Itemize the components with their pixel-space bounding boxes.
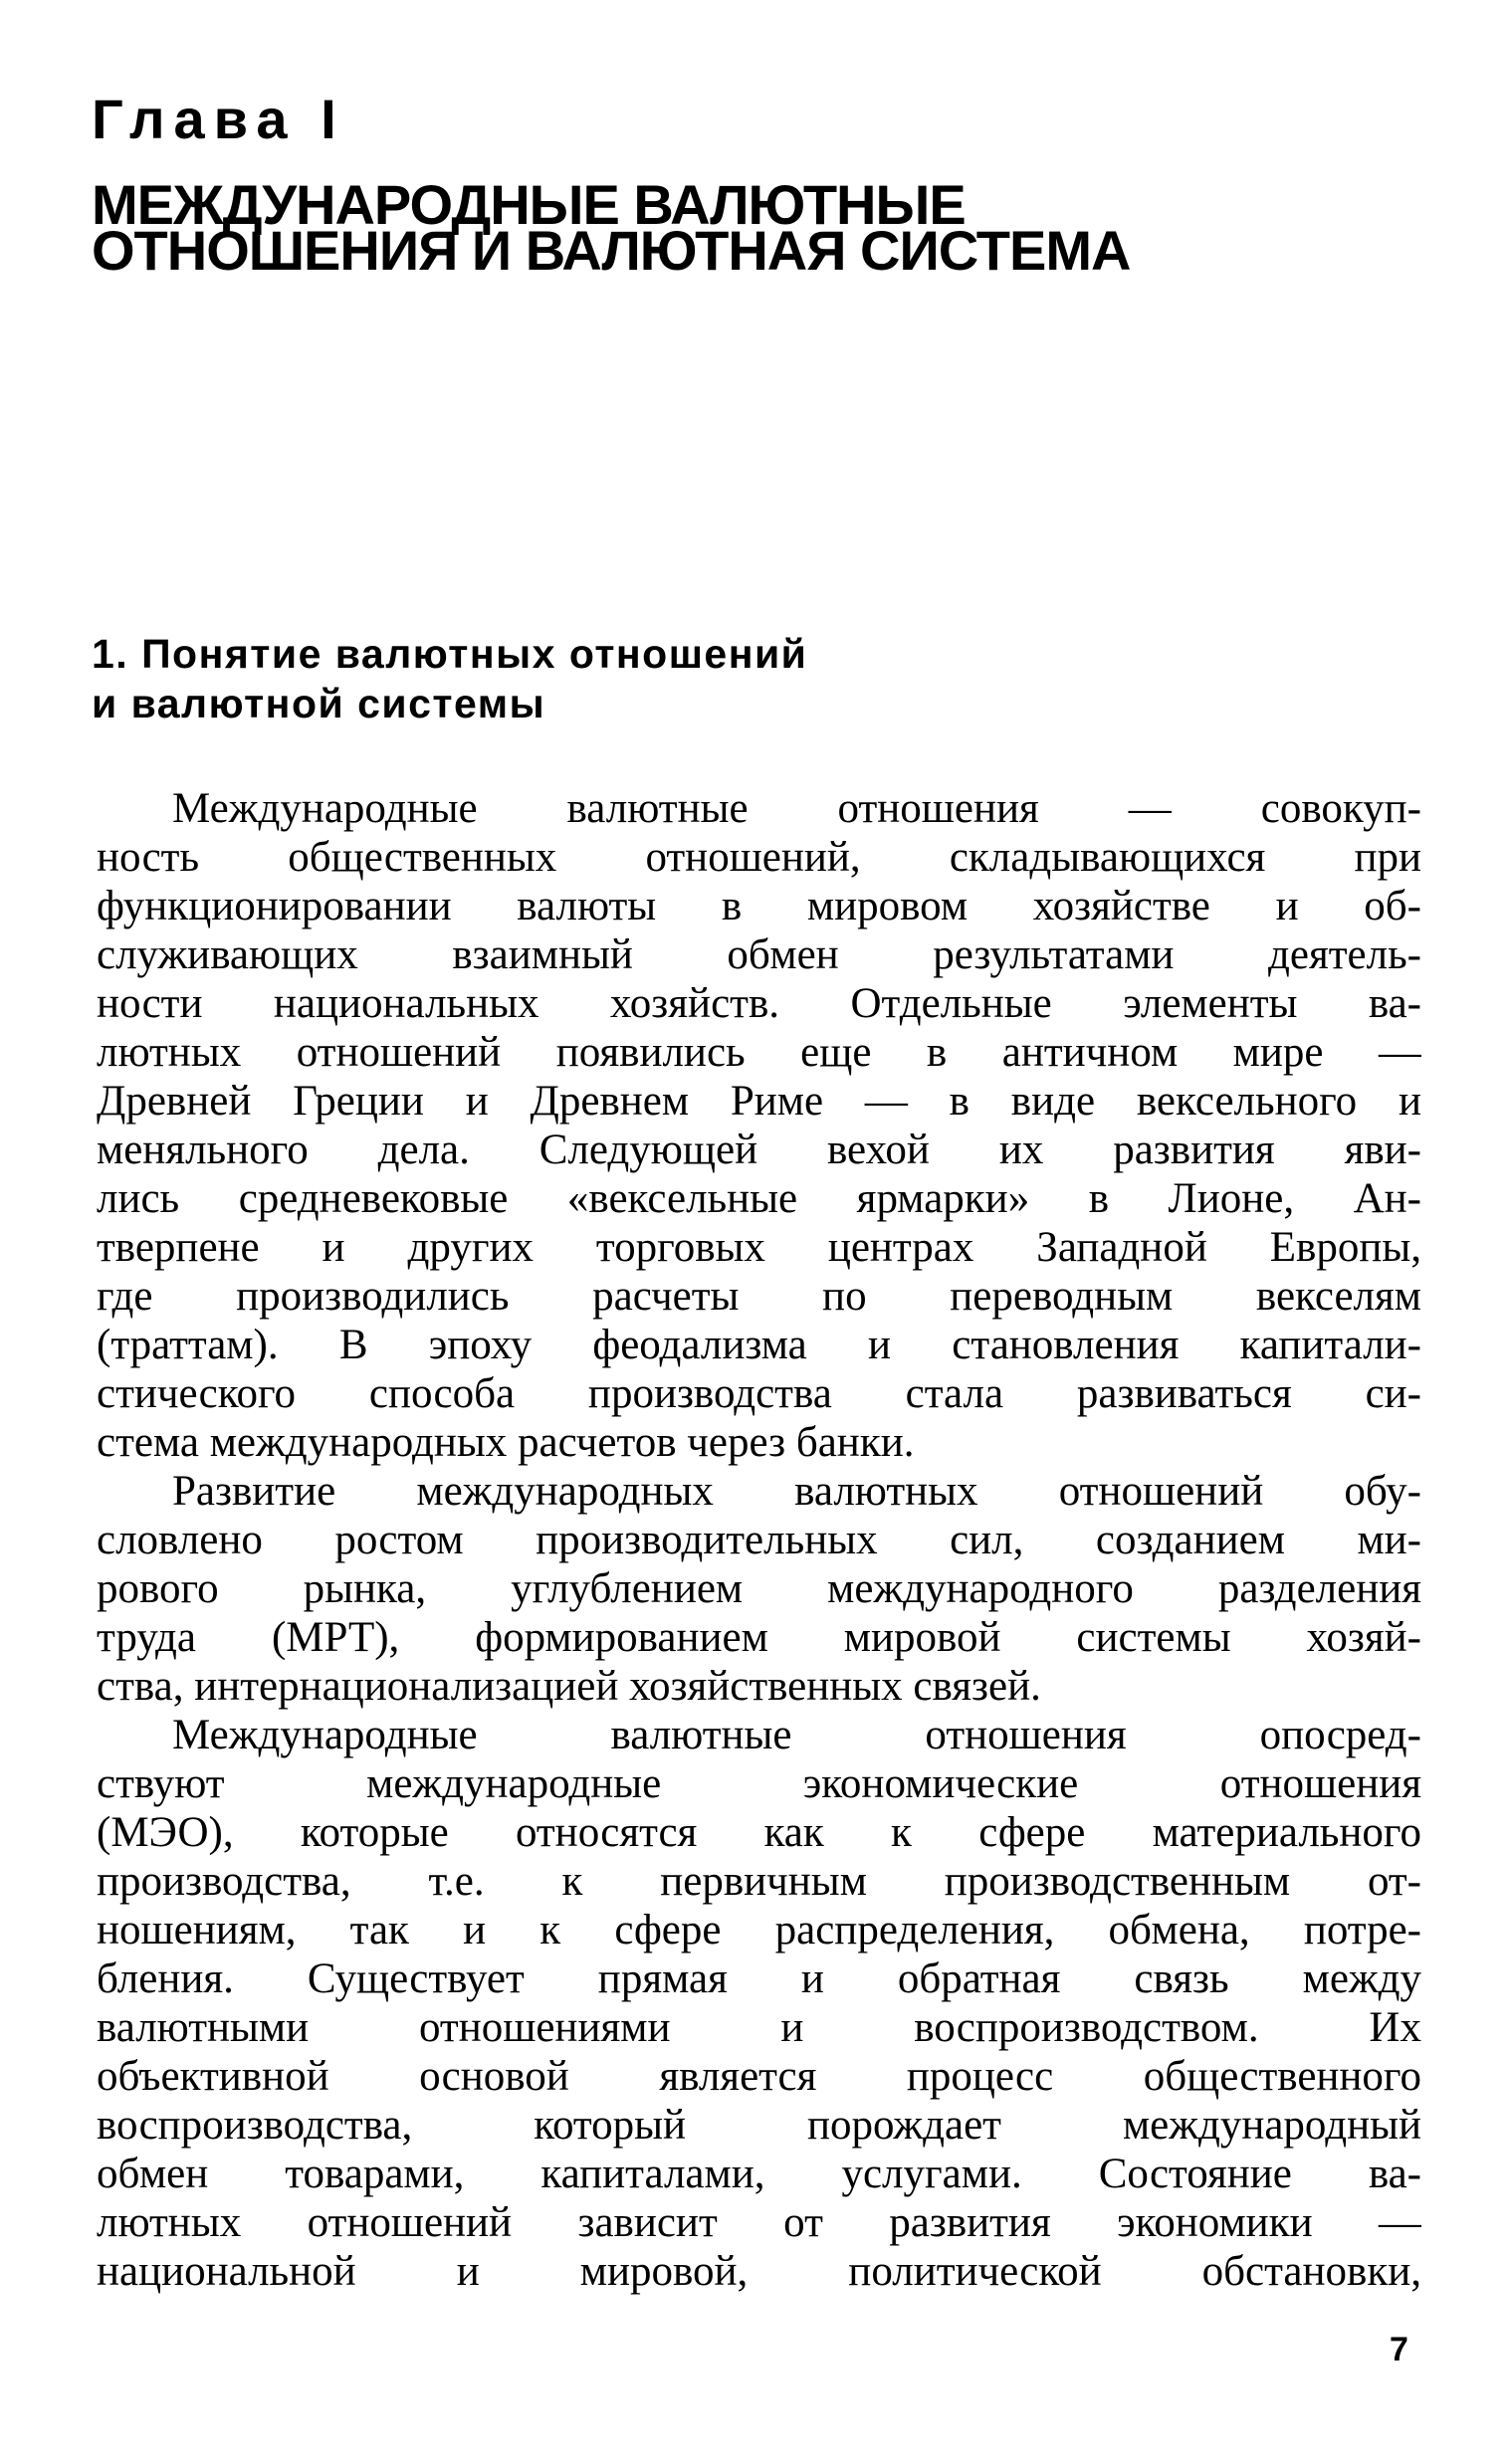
chapter-title-line: ОТНОШЕНИЯ И ВАЛЮТНАЯ СИСТЕМА (92, 219, 1131, 282)
text-line: ства, интернационализацией хозяйственных связей. (97, 1663, 1041, 1710)
text-line: стического способа производства стала развиваться си- (97, 1370, 1421, 1417)
text-line: ствуют международные экономические отношения (97, 1760, 1421, 1807)
chapter-label: Глава I (92, 88, 345, 150)
section-heading (92, 629, 1286, 728)
text-line: тверпене и других торговых центрах Западной Европы, (97, 1224, 1421, 1271)
text-line: национальной и мировой, политической обстановки, (97, 2248, 1421, 2295)
text-line: воспроизводства, который порождает международный (97, 2102, 1421, 2149)
text-line: ношениям, так и к сфере распределения, обмена, потре- (97, 1907, 1421, 1953)
text-line: лись средневековые «вексельные ярмарки» в Лионе, Ан- (97, 1175, 1421, 1222)
body-text (97, 784, 1421, 2296)
section-heading-line: и валютной системы (92, 681, 546, 726)
text-line: ность общественных отношений, складывающихся при (97, 834, 1421, 881)
text-line: обмен товарами, капиталами, услугами. Состояние ва- (97, 2151, 1421, 2197)
text-line: где производились расчеты по переводным векселям (97, 1273, 1421, 1320)
text-line: словлено ростом производительных сил, созданием ми- (97, 1517, 1421, 1563)
text-line: меняльного дела. Следующей вехой их развития яви- (97, 1127, 1421, 1173)
text-line: Международные валютные отношения опосред- (172, 1712, 1421, 1758)
text-line: труда (МРТ), формированием мировой системы хозяй- (97, 1614, 1421, 1661)
page-number: 7 (1390, 2331, 1408, 2368)
text-line: Международные валютные отношения — совокуп- (172, 785, 1421, 832)
text-line: объективной основой является процесс общественного (97, 2053, 1421, 2100)
section-heading-line: 1. Понятие валютных отношений (92, 631, 808, 677)
text-line: служивающих взаимный обмен результатами деятель- (97, 931, 1421, 978)
text-line: (траттам). В эпоху феодализма и становления капитали- (97, 1322, 1421, 1368)
text-line: Развитие международных валютных отношений обу- (172, 1468, 1421, 1515)
text-line: валютными отношениями и воспроизводством. Их (97, 2004, 1421, 2051)
paragraph-2 (97, 1467, 1421, 1711)
text-line: функционировании валюты в мировом хозяйстве и об- (97, 883, 1421, 929)
text-line: лютных отношений появились еще в античном мире — (97, 1029, 1421, 1076)
text-line: лютных отношений зависит от развития экономики — (97, 2199, 1421, 2246)
paragraph-1 (97, 784, 1421, 1467)
chapter-title-line: МЕЖДУНАРОДНЫЕ ВАЛЮТНЫЕ (92, 173, 966, 236)
text-line: производства, т.е. к первичным производственным от- (97, 1858, 1421, 1905)
chapter-title (92, 173, 1425, 282)
text-line: бления. Существует прямая и обратная связь между (97, 1955, 1421, 2002)
text-line: (МЭО), которые относятся как к сфере материального (97, 1809, 1421, 1856)
text-line: рового рынка, углублением международного разделения (97, 1565, 1421, 1612)
text-line: ности национальных хозяйств. Отдельные элементы ва- (97, 980, 1421, 1027)
text-line: Древней Греции и Древнем Риме — в виде вексельного и (97, 1078, 1421, 1125)
text-line: стема международных расчетов через банки. (97, 1419, 915, 1466)
paragraph-3 (97, 1711, 1421, 2296)
